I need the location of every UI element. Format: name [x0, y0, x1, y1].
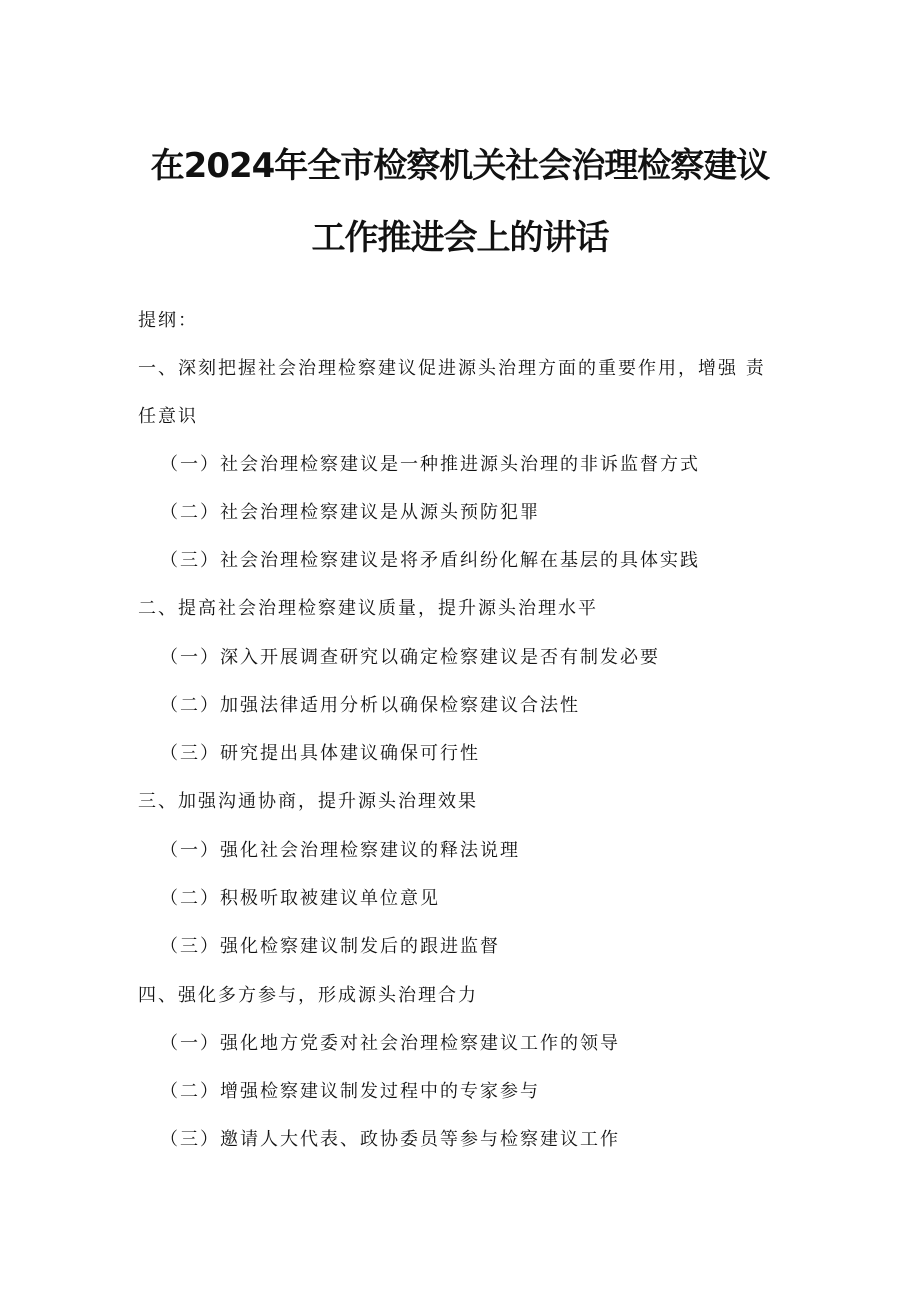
section-3-title: 三、加强沟通协商，提升源头治理效果 — [138, 791, 478, 812]
section-3-item-1: （一）强化社会治理检察建议的释法说理 — [160, 840, 520, 861]
section-1-item-2: （二）社会治理检察建议是从源头预防犯罪 — [160, 502, 540, 523]
section-2-title: 二、提高社会治理检察建议质量，提升源头治理水平 — [138, 598, 598, 619]
section-1-item-3: （三）社会治理检察建议是将矛盾纠纷化解在基层的具体实践 — [160, 550, 700, 571]
section-2-item-1: （一）深入开展调查研究以确定检察建议是否有制发必要 — [160, 647, 660, 668]
section-4-item-2: （二）增强检察建议制发过程中的专家参与 — [160, 1081, 540, 1102]
section-1-title-continued: 任意识 — [138, 406, 198, 427]
section-1-title: 一、深刻把握社会治理检察建议促进源头治理方面的重要作用，增强 责 — [138, 358, 766, 379]
section-2-item-2: （二）加强法律适用分析以确保检察建议合法性 — [160, 695, 580, 716]
section-2-item-3: （三）研究提出具体建议确保可行性 — [160, 743, 480, 764]
section-4-item-3: （三）邀请人大代表、政协委员等参与检察建议工作 — [160, 1129, 620, 1150]
section-4-item-1: （一）强化地方党委对社会治理检察建议工作的领导 — [160, 1033, 620, 1054]
section-1-item-1: （一）社会治理检察建议是一种推进源头治理的非诉监督方式 — [160, 454, 700, 475]
section-4-title: 四、强化多方参与，形成源头治理合力 — [138, 985, 478, 1006]
document-title-line-1: 在2024年全市检察机关社会治理检察建议 — [150, 146, 770, 186]
outline-heading: 提纲： — [138, 310, 198, 331]
section-3-item-3: （三）强化检察建议制发后的跟进监督 — [160, 936, 500, 957]
document-title-line-2: 工作推进会上的讲话 — [311, 218, 609, 258]
section-3-item-2: （二）积极听取被建议单位意见 — [160, 888, 440, 909]
